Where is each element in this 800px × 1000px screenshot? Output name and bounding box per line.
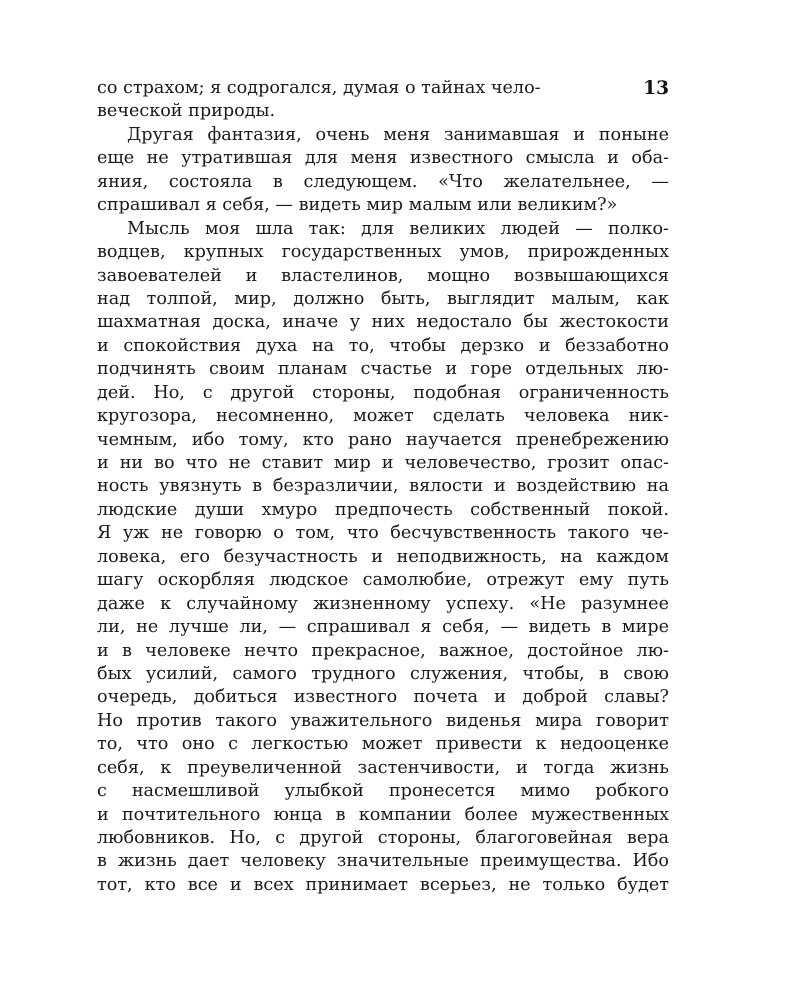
text-line: ность увязнуть в безразличии, вялости и воздействию на — [97, 476, 669, 497]
text-line: яния, состояла в следующем. «Что желательнее, — — [97, 171, 669, 192]
text-line: даже к случайному жизненному успеху. «Не разумнее — [97, 593, 669, 614]
text-line: и почтительного юнца в компании более мужественных — [97, 804, 669, 825]
text-line: чемным, ибо тому, кто рано научается пренебрежению — [97, 429, 669, 450]
text-line: и спокойствия духа на то, чтобы дерзко и беззаботно — [97, 335, 669, 356]
text-line: ли, не лучше ли, — спрашивал я себя, — видеть в мире — [97, 617, 669, 638]
text-line: шахматная доска, иначе у них недостало бы жестокости — [97, 312, 669, 333]
text-line: спрашивал я себя, — видеть мир малым или великим?» — [97, 195, 618, 216]
text-line: любовников. Но, с другой стороны, благоговейная вера — [97, 828, 669, 848]
text-line: шагу оскорбляя людское самолюбие, отрежут ему путь — [97, 570, 669, 591]
text-line: себя, к преувеличенной застенчивости, и тогда жизнь — [97, 757, 669, 778]
text-line: со страхом; я содрогался, думая о тайнах чело- — [97, 78, 541, 98]
text-line: Я уж не говорю о том, что бесчувственность такого че- — [97, 523, 669, 544]
page-number: 13 — [643, 78, 669, 99]
body-text — [97, 77, 669, 897]
text-line: водцев, крупных государственных умов, прирожденных — [97, 242, 669, 263]
text-line: кругозора, несомненно, может сделать человека ник- — [97, 406, 669, 427]
text-line: очередь, добиться известного почета и доброй славы? — [97, 687, 669, 708]
text-line: бых усилий, самого трудного служения, чтобы, в свою — [97, 663, 669, 684]
text-line: с насмешливой улыбкой пронесется мимо робкого — [97, 781, 669, 802]
text-line: в жизнь дает человеку значительные преимущества. Ибо — [97, 851, 669, 872]
text-line: Но против такого уважительного виденья мира говорит — [97, 710, 669, 731]
text-line: подчинять своим планам счастье и горе отдельных лю- — [97, 359, 669, 380]
text-line: тот, кто все и всех принимает всерьез, не только будет — [97, 874, 669, 895]
text-line: людские души хмуро предпочесть собственный покой. — [97, 499, 669, 520]
text-line: Мысль моя шла так: для великих людей — полко- — [127, 218, 669, 239]
text-line: и ни во что не ставит мир и человечество, грозит опас- — [97, 453, 669, 473]
text-line: ловека, его безучастность и неподвижность, на каждом — [97, 546, 669, 567]
text-line: еще не утратившая для меня известного смысла и оба- — [97, 148, 669, 169]
text-line: то, что оно с легкостью может привести к недооценке — [97, 734, 669, 755]
text-line: над толпой, мир, должно быть, выглядит малым, как — [97, 288, 669, 309]
text-line: веческой природы. — [97, 101, 276, 122]
text-line: дей. Но, с другой стороны, подобная ограниченность — [97, 382, 669, 403]
text-line: Другая фантазия, очень меня занимавшая и поныне — [127, 124, 669, 145]
text-line: и в человеке нечто прекрасное, важное, достойное лю- — [97, 640, 669, 661]
text-line: завоевателей и властелинов, мощно возвышающихся — [97, 265, 669, 286]
